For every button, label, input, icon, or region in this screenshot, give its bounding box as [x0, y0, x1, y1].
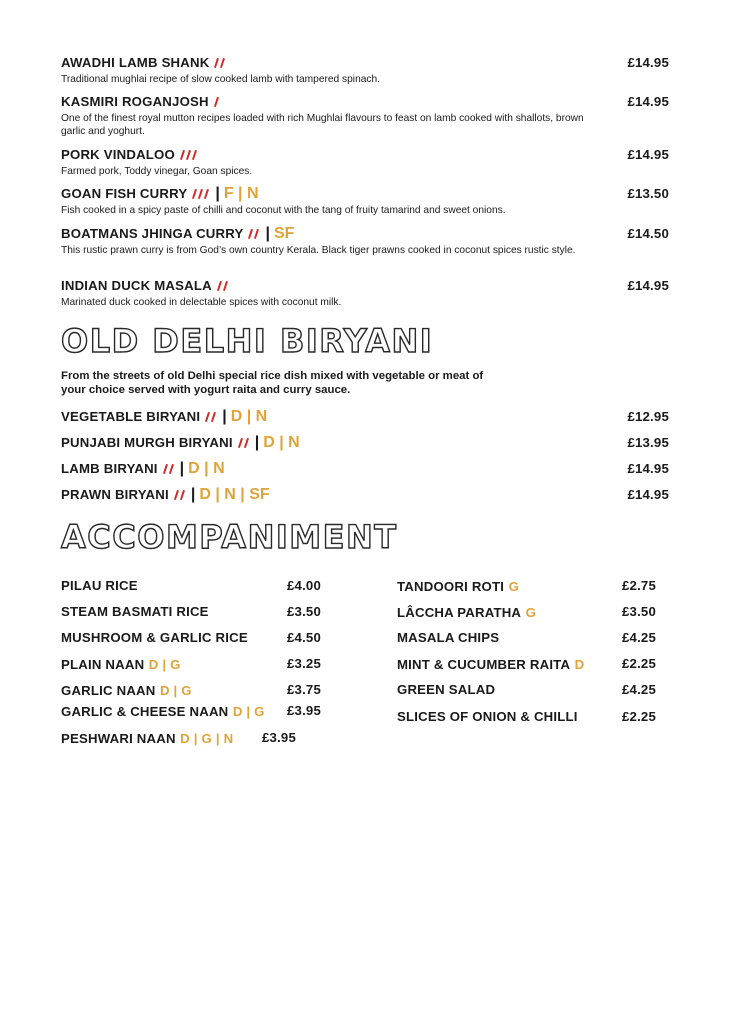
accompaniment-item	[61, 604, 209, 619]
chilli-rating-icon	[172, 486, 187, 504]
item-description: Fish cooked in a spicy paste of chilli and coconut with the tang of fruity tamarind and sweet onions.	[61, 205, 506, 217]
menu-item: PUNJABI MURGH BIRYANI | D | N £13.95	[61, 434, 669, 452]
item-description: Marinated duck cooked in delectable spices with coconut milk.	[61, 297, 342, 309]
item-description: This rustic prawn curry is from God’s own country Kerala. Black tiger prawns cooked in coconut spices rustic style.	[61, 245, 576, 257]
item-description: One of the finest royal mutton recipes loaded with rich Mughlai flavours to feast on lamb cooked with shallots, brown garlic and yoghurt.	[61, 113, 584, 138]
item-name: MINT & CUCUMBER RAITA	[397, 657, 571, 672]
item-price: £4.00	[287, 578, 322, 593]
item-price: £3.95	[262, 730, 297, 745]
menu-item: BOATMANS JHINGA CURRY | SF £14.50 This rustic prawn curry is from God’s own country Kerala. Black tiger prawns cooked in coconut spices rustic style.	[61, 225, 669, 257]
item-name: STEAM BASMATI RICE	[61, 604, 209, 619]
dietary-tags: G	[508, 579, 520, 594]
section-heading-biryani: OLD DELHI BIRYANI	[61, 322, 434, 360]
accompaniment-item	[61, 730, 233, 748]
item-name: PILAU RICE	[61, 578, 138, 593]
dietary-tags: D | G | N	[180, 731, 234, 746]
accompaniment-item	[61, 656, 181, 674]
item-price: £14.95	[627, 94, 669, 110]
menu-item: GOAN FISH CURRY | F | N £13.50 Fish cooked in a spicy paste of chilli and coconut with the tang of fruity tamarind and sweet onions.	[61, 185, 669, 217]
item-price: £2.25	[622, 709, 657, 724]
accompaniment-item	[397, 709, 578, 724]
item-name: VEGETABLE BIRYANI	[61, 409, 201, 425]
chilli-rating-icon	[236, 434, 251, 452]
menu-item: VEGETABLE BIRYANI | D | N £12.95	[61, 408, 669, 426]
item-name: GARLIC NAAN	[61, 683, 156, 698]
dietary-tags: D | N	[263, 434, 300, 452]
accompaniment-item	[397, 682, 495, 697]
item-price: £13.95	[627, 435, 669, 451]
item-name: PUNJABI MURGH BIRYANI	[61, 435, 233, 451]
dietary-tags: G	[525, 605, 537, 620]
dietary-tags: D | N	[230, 408, 268, 426]
chilli-rating-icon	[212, 93, 221, 111]
item-name: GOAN FISH CURRY	[61, 186, 188, 202]
accompaniment-item	[61, 682, 192, 700]
accompaniment-item	[397, 656, 584, 674]
dietary-tags: D | N | SF	[199, 486, 270, 504]
item-price: £2.25	[622, 656, 657, 671]
item-price: £14.95	[627, 278, 669, 294]
item-name: KASMIRI ROGANJOSH	[61, 94, 209, 110]
item-price: £14.95	[627, 147, 669, 163]
item-price: £3.25	[287, 656, 322, 671]
item-price: £12.95	[627, 409, 669, 425]
item-name: LAMB BIRYANI	[61, 461, 158, 477]
dietary-tags: D | G	[232, 704, 265, 719]
dietary-tags: SF	[273, 225, 295, 243]
item-name: BOATMANS JHINGA CURRY	[61, 226, 244, 242]
accompaniment-item	[397, 604, 536, 622]
dietary-tags: D | G	[148, 657, 181, 672]
item-price: £14.95	[627, 487, 669, 503]
chilli-rating-icon	[161, 460, 176, 478]
item-price: £4.25	[622, 630, 657, 645]
menu-item: PRAWN BIRYANI | D | N | SF £14.95	[61, 486, 669, 504]
dietary-tags: D | G	[159, 683, 192, 698]
item-name: INDIAN DUCK MASALA	[61, 278, 212, 294]
item-description: Traditional mughlai recipe of slow cooked lamb with tampered spinach.	[61, 74, 380, 86]
menu-item: LAMB BIRYANI | D | N £14.95	[61, 460, 669, 478]
item-price: £4.25	[622, 682, 657, 697]
item-price: £3.95	[287, 703, 322, 718]
dietary-tags: F | N	[223, 185, 259, 203]
item-name: AWADHI LAMB SHANK	[61, 55, 210, 71]
chilli-rating-icon	[215, 277, 230, 295]
biryani-intro: From the streets of old Delhi special rice dish mixed with vegetable or meat of your choice served with yogurt raita and curry sauce.	[61, 370, 484, 396]
item-name: GARLIC & CHEESE NAAN	[61, 704, 229, 719]
dietary-tags: D | N	[188, 460, 225, 478]
item-price: £14.95	[627, 461, 669, 477]
item-name: MUSHROOM & GARLIC RICE	[61, 630, 248, 645]
item-price: £2.75	[622, 578, 657, 593]
menu-item	[61, 146, 669, 178]
accompaniment-item	[397, 578, 519, 596]
chilli-rating-icon	[178, 146, 199, 164]
item-price: £14.95	[627, 55, 669, 71]
item-price: £13.50	[627, 186, 669, 202]
section-heading-accompaniment: ACCOMPANIMENT	[61, 518, 398, 556]
item-name: LÂCCHA PARATHA	[397, 605, 522, 620]
accompaniment-item	[397, 630, 499, 645]
accompaniment-item	[61, 630, 248, 645]
menu-item	[61, 54, 669, 86]
item-price: £14.50	[627, 226, 669, 242]
menu-item	[61, 93, 669, 138]
item-price: £3.50	[622, 604, 657, 619]
item-price: £3.75	[287, 682, 322, 697]
item-name: TANDOORI ROTI	[397, 579, 505, 594]
chilli-rating-icon	[203, 408, 218, 426]
item-name: PLAIN NAAN	[61, 657, 145, 672]
item-price: £4.50	[287, 630, 322, 645]
accompaniment-item	[61, 703, 265, 721]
item-name: MASALA CHIPS	[397, 630, 500, 645]
chilli-rating-icon	[246, 225, 261, 243]
chilli-rating-icon	[190, 185, 211, 203]
item-name: PRAWN BIRYANI	[61, 487, 169, 503]
item-name: SLICES OF ONION & CHILLI	[397, 709, 578, 724]
menu-item	[61, 277, 669, 309]
item-description: Farmed pork, Toddy vinegar, Goan spices.	[61, 166, 253, 178]
item-name: PORK VINDALOO	[61, 147, 175, 163]
chilli-rating-icon	[212, 54, 227, 72]
item-name: GREEN SALAD	[397, 682, 496, 697]
item-price: £3.50	[287, 604, 322, 619]
item-name: PESHWARI NAAN	[61, 731, 176, 746]
dietary-tags: D	[574, 657, 585, 672]
accompaniment-item	[61, 578, 138, 593]
